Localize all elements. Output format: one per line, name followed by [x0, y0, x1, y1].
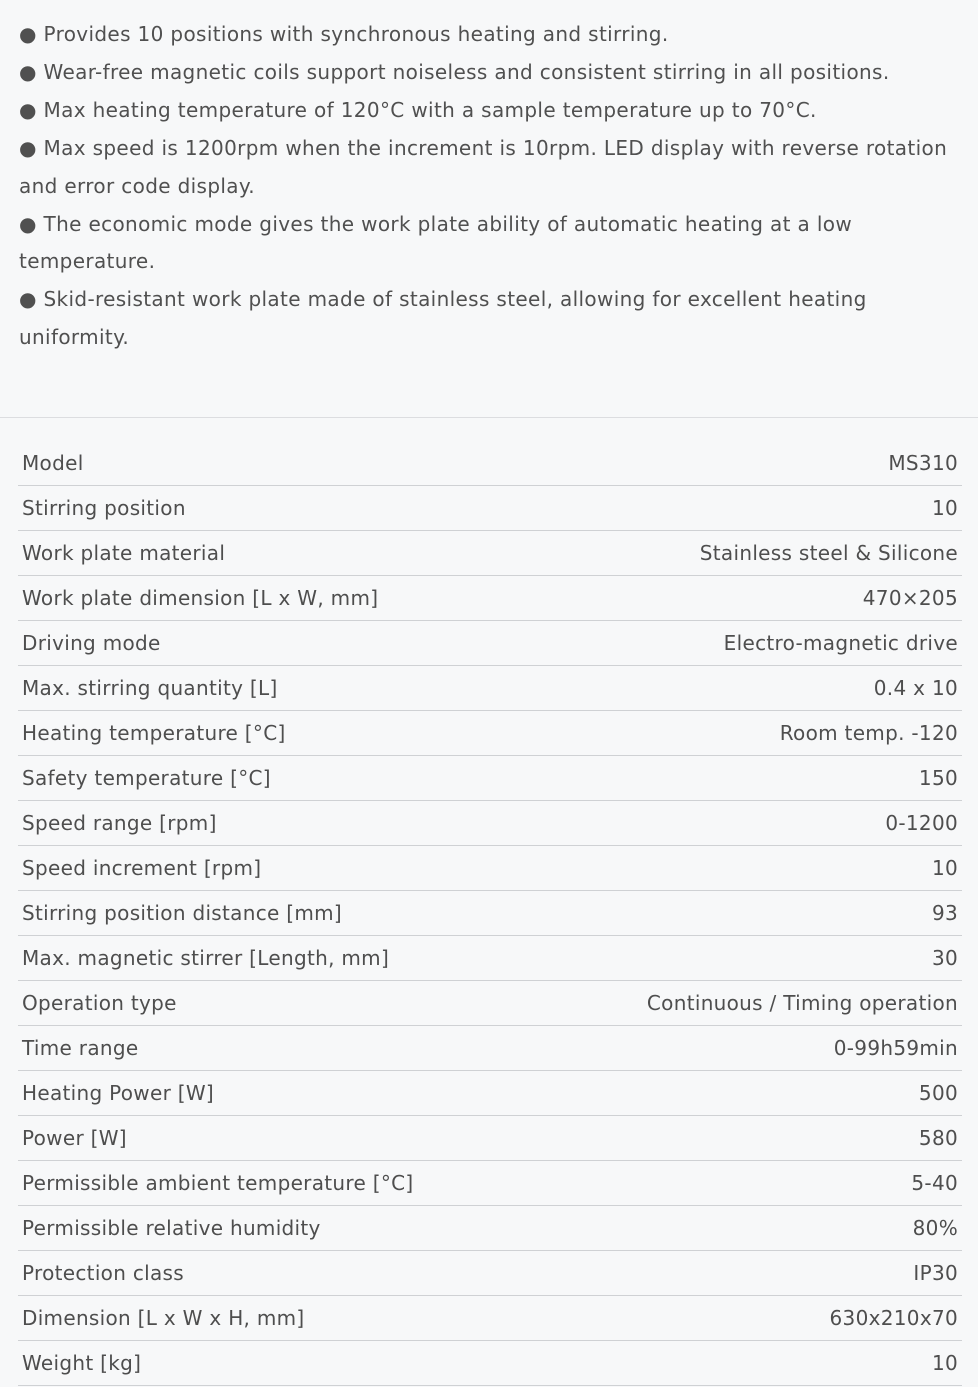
spec-value: 5-40	[543, 1161, 962, 1206]
spec-label: Speed range [rpm]	[18, 801, 543, 846]
table-row	[18, 1116, 962, 1161]
spec-value: 30	[543, 936, 962, 981]
table-row	[18, 891, 962, 936]
spec-label: Stirring position distance [mm]	[18, 891, 543, 936]
table-row	[18, 531, 962, 576]
spec-label: Stirring position	[18, 486, 543, 531]
table-row	[18, 1341, 962, 1386]
spec-value: IP30	[543, 1251, 962, 1296]
table-row	[18, 846, 962, 891]
spec-label: Max. magnetic stirrer [Length, mm]	[18, 936, 543, 981]
feature-item: ● Max heating temperature of 120°C with a sample temperature up to 70°C.	[19, 97, 817, 122]
specifications-table	[18, 441, 962, 1386]
section-divider	[0, 417, 978, 418]
table-row	[18, 576, 962, 621]
spec-label: Dimension [L x W x H, mm]	[18, 1296, 543, 1341]
spec-label: Weight [kg]	[18, 1341, 543, 1386]
table-row	[18, 1251, 962, 1296]
table-row	[18, 1161, 962, 1206]
spec-label: Work plate material	[18, 531, 543, 576]
spec-value: 580	[543, 1116, 962, 1161]
spec-value: 10	[543, 1341, 962, 1386]
spec-label: Time range	[18, 1026, 543, 1071]
spec-value: Electro-magnetic drive	[543, 621, 962, 666]
spec-value: 93	[543, 891, 962, 936]
table-row	[18, 756, 962, 801]
table-row	[18, 441, 962, 486]
spec-label: Permissible relative humidity	[18, 1206, 543, 1251]
spec-value: Room temp. -120	[543, 711, 962, 756]
spec-label: Speed increment [rpm]	[18, 846, 543, 891]
feature-item: ● The economic mode gives the work plate ability of automatic heating at a low temperature.	[19, 211, 853, 274]
spec-value: 0-1200	[543, 801, 962, 846]
spec-value: 470×205	[543, 576, 962, 621]
feature-item: ● Provides 10 positions with synchronous heating and stirring.	[19, 22, 669, 46]
spec-value: 0.4 x 10	[543, 666, 962, 711]
spec-label: Heating temperature [°C]	[18, 711, 543, 756]
feature-item: ● Skid-resistant work plate made of stainless steel, allowing for excellent heating uniformity.	[19, 287, 867, 350]
table-row	[18, 666, 962, 711]
spec-label: Model	[18, 441, 543, 486]
table-row	[18, 981, 962, 1026]
spec-value: 80%	[543, 1206, 962, 1251]
spec-value: Continuous / Timing operation	[543, 981, 962, 1026]
table-row	[18, 1206, 962, 1251]
feature-item: ● Wear-free magnetic coils support noiseless and consistent stirring in all positions.	[19, 59, 890, 84]
table-row	[18, 1296, 962, 1341]
spec-value: 10	[543, 486, 962, 531]
spec-value: 150	[543, 756, 962, 801]
spec-value: 500	[543, 1071, 962, 1116]
table-row	[18, 486, 962, 531]
spec-label: Protection class	[18, 1251, 543, 1296]
spec-value: 10	[543, 846, 962, 891]
table-row	[18, 711, 962, 756]
spec-value: MS310	[543, 441, 962, 486]
table-row	[18, 1026, 962, 1071]
spec-label: Permissible ambient temperature [°C]	[18, 1161, 543, 1206]
spec-label: Work plate dimension [L x W, mm]	[18, 576, 543, 621]
table-row	[18, 936, 962, 981]
spec-value: Stainless steel & Silicone	[543, 531, 962, 576]
spec-value: 630x210x70	[543, 1296, 962, 1341]
spec-label: Safety temperature [°C]	[18, 756, 543, 801]
table-row	[18, 1071, 962, 1116]
feature-list	[19, 16, 949, 357]
spec-label: Power [W]	[18, 1116, 543, 1161]
feature-item: ● Max speed is 1200rpm when the increment is 10rpm. LED display with reverse rotation and error code display.	[19, 135, 948, 198]
spec-label: Heating Power [W]	[18, 1071, 543, 1116]
table-row	[18, 621, 962, 666]
table-row	[18, 801, 962, 846]
spec-label: Driving mode	[18, 621, 543, 666]
spec-value: 0-99h59min	[543, 1026, 962, 1071]
spec-label: Max. stirring quantity [L]	[18, 666, 543, 711]
spec-label: Operation type	[18, 981, 543, 1026]
